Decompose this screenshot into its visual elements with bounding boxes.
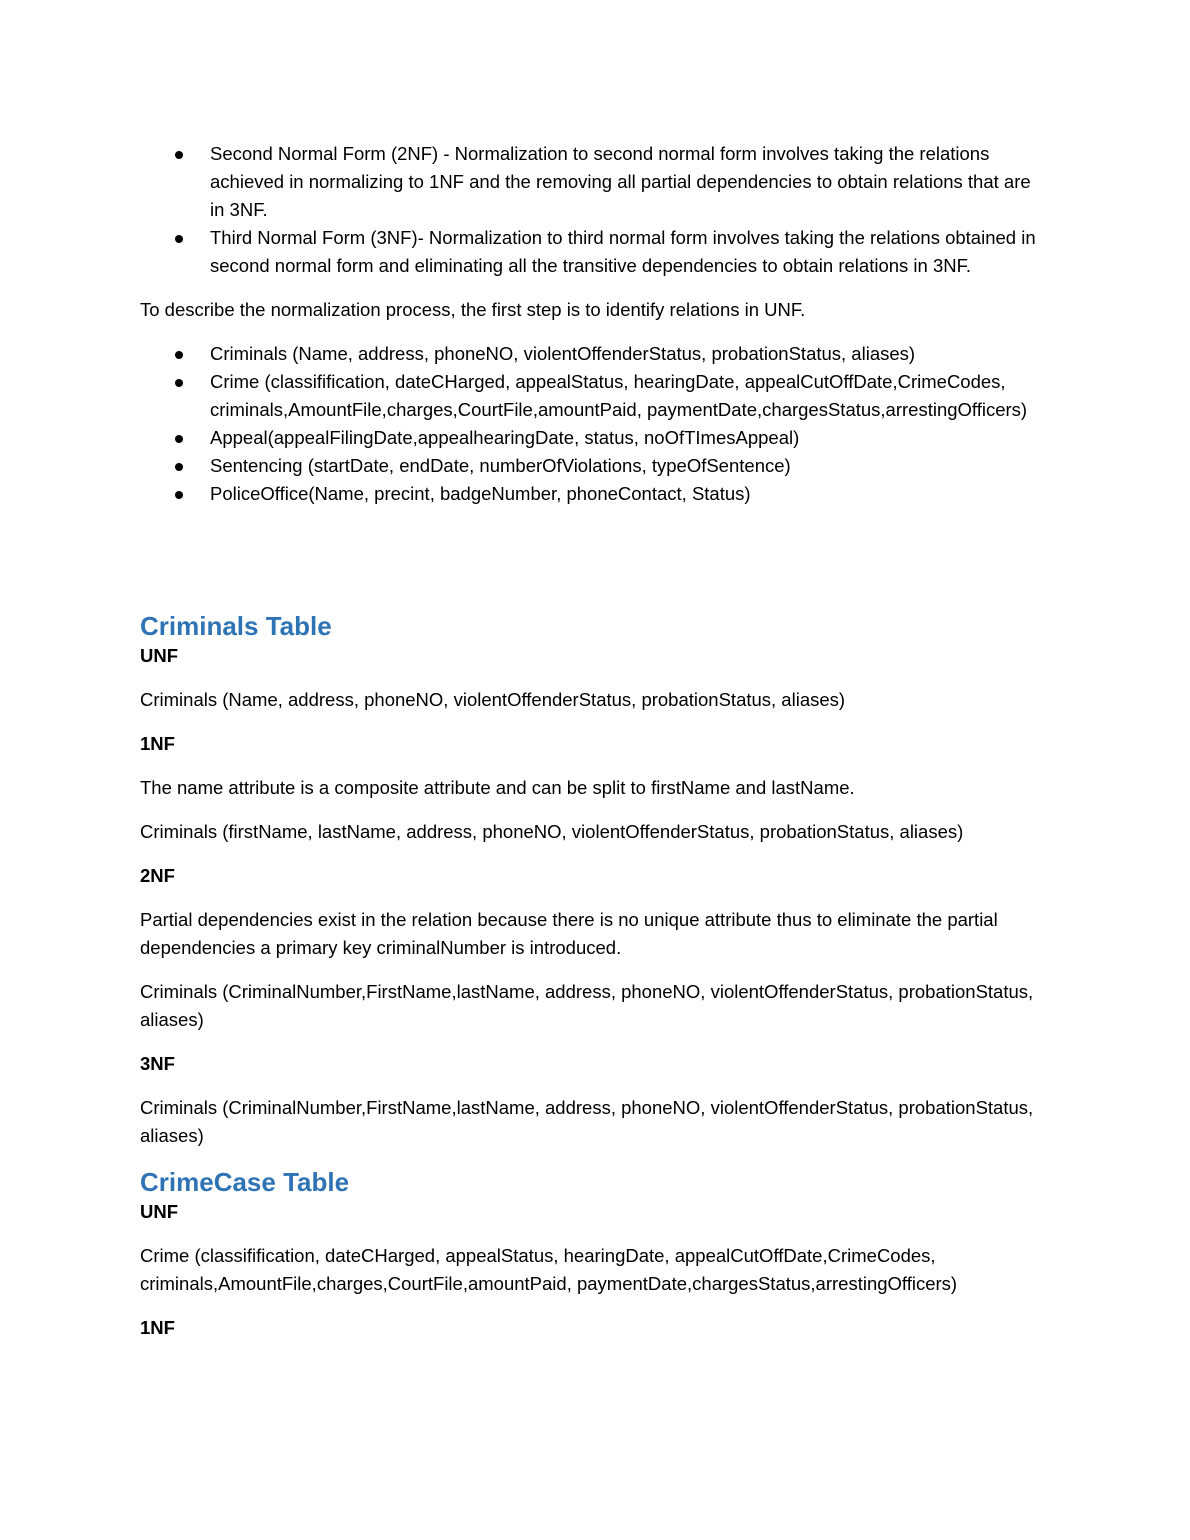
criminals-table-heading: Criminals Table	[140, 611, 332, 641]
unf-relations-list	[140, 340, 1045, 508]
unf-intro-paragraph: To describe the normalization process, the first step is to identify relations in UNF.	[140, 299, 806, 320]
list-item-text: PoliceOffice(Name, precint, badgeNumber, phoneContact, Status)	[210, 483, 751, 504]
list-item-text: Crime (classifification, dateCHarged, appealStatus, hearingDate, appealCutOffDate,CrimeCodes, criminals,AmountFile,charges,CourtFile,amountPaid, paymentDate,chargesStatus,arrestingOfficers)	[210, 371, 1028, 420]
criminals-3nf-relation: Criminals (CriminalNumber,FirstName,lastName, address, phoneNO, violentOffenderStatus, probationStatus, aliases)	[140, 1097, 1034, 1146]
bullet-icon	[175, 235, 183, 243]
bullet-icon	[175, 463, 183, 471]
list-item-text: Appeal(appealFilingDate,appealhearingDate, status, noOfTImesAppeal)	[210, 427, 800, 448]
bullet-icon	[175, 351, 183, 359]
list-item	[140, 368, 1045, 424]
list-item-text: Third Normal Form (3NF)- Normalization to third normal form involves taking the relations obtained in second normal form and eliminating all the transitive dependencies to obtain relations in 3NF.	[210, 227, 1036, 276]
crimecase-unf-text: Crime (classifification, dateCHarged, appealStatus, hearingDate, appealCutOffDate,CrimeCodes, criminals,AmountFile,charges,CourtFile,amountPaid, paymentDate,chargesStatus,arrestingOfficers)	[140, 1245, 958, 1294]
normal-forms-list	[140, 140, 1045, 280]
crimecase-1nf-label: 1NF	[140, 1317, 175, 1338]
crimecase-unf-label: UNF	[140, 1201, 179, 1222]
list-item	[140, 424, 1045, 452]
list-item-text: Second Normal Form (2NF) - Normalization to second normal form involves taking the relations achieved in normalizing to 1NF and the removing all partial dependencies to obtain relations that are in 3NF.	[210, 143, 1031, 220]
bullet-icon	[175, 379, 183, 387]
criminals-1nf-relation: Criminals (firstName, lastName, address, phoneNO, violentOffenderStatus, probationStatus, aliases)	[140, 821, 964, 842]
criminals-1nf-explanation: The name attribute is a composite attribute and can be split to firstName and lastName.	[140, 777, 855, 798]
criminals-1nf-label: 1NF	[140, 733, 175, 754]
list-item	[140, 140, 1045, 224]
list-item	[140, 452, 1045, 480]
criminals-unf-label: UNF	[140, 645, 179, 666]
list-item-text: Criminals (Name, address, phoneNO, violentOffenderStatus, probationStatus, aliases)	[210, 343, 916, 364]
criminals-unf-text: Criminals (Name, address, phoneNO, violentOffenderStatus, probationStatus, aliases)	[140, 689, 846, 710]
criminals-2nf-label: 2NF	[140, 865, 175, 886]
list-item	[140, 340, 1045, 368]
document-body	[140, 140, 1045, 1342]
list-item-text: Sentencing (startDate, endDate, numberOfViolations, typeOfSentence)	[210, 455, 791, 476]
bullet-icon	[175, 151, 183, 159]
criminals-3nf-label: 3NF	[140, 1053, 175, 1074]
list-item	[140, 224, 1045, 280]
list-item	[140, 480, 1045, 508]
crimecase-table-heading: CrimeCase Table	[140, 1167, 350, 1197]
criminals-2nf-relation: Criminals (CriminalNumber,FirstName,lastName, address, phoneNO, violentOffenderStatus, probationStatus, aliases)	[140, 981, 1034, 1030]
bullet-icon	[175, 435, 183, 443]
criminals-2nf-explanation: Partial dependencies exist in the relation because there is no unique attribute thus to eliminate the partial dependencies a primary key criminalNumber is introduced.	[140, 909, 998, 958]
bullet-icon	[175, 491, 183, 499]
